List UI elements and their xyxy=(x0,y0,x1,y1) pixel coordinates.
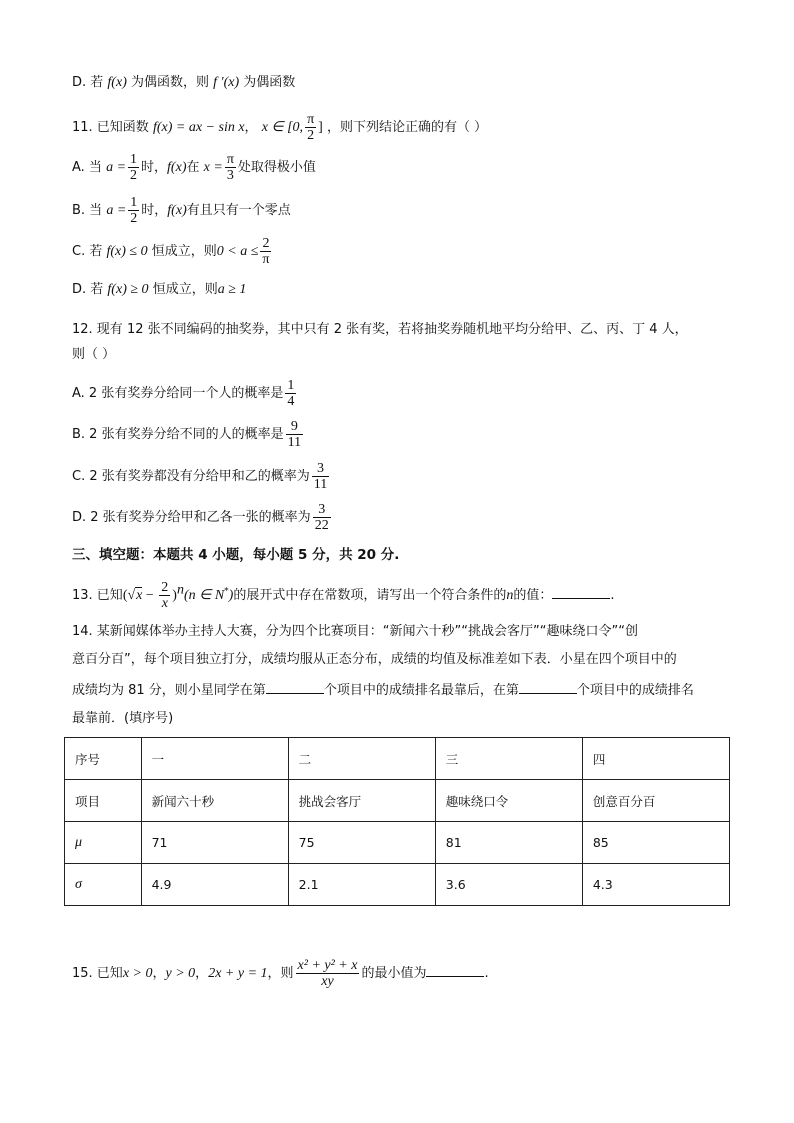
q14-line1: 14. 某新闻媒体举办主持人大赛，分为四个比赛项目：“新闻六十秒”“挑战会客厅”“趣味绕口令”“创 xyxy=(72,624,638,639)
answer-blank[interactable] xyxy=(426,964,484,977)
q12-option-a: A. 2 张有奖券分给同一个人的概率是 $\frac{1}{4}$ xyxy=(72,378,295,409)
table-row xyxy=(65,822,730,864)
table-cell: 挑战会客厅 xyxy=(288,780,435,822)
q14-score-table xyxy=(64,737,730,906)
q12-stem-line1: 12. 现有 12 张不同编码的抽奖券，其中只有 2 张有奖，若将抽奖券随机地平均分给甲、乙、丙、丁 4 人， xyxy=(72,322,688,337)
table-cell: 75 xyxy=(288,822,435,864)
table-cell: 项目 xyxy=(65,780,142,822)
table-cell: 趣味绕口令 xyxy=(435,780,582,822)
table-cell: 新闻六十秒 xyxy=(141,780,288,822)
table-cell: 2.1 xyxy=(288,864,435,906)
table-cell: 一 xyxy=(141,738,288,780)
q15: 15. 已知x > 0，y > 0，2x + y = 1，则 $\frac{\text{x² + y² + x}}{xy}$ 的最小值为 . xyxy=(72,958,489,989)
fraction: $\frac{\text{x² + y² + x}}{xy}$ xyxy=(297,958,358,989)
q10-option-d: D. 若 f(x) 为偶函数，则 f ′(x) 为偶函数 xyxy=(72,75,296,90)
table-cell: 71 xyxy=(141,822,288,864)
q11-option-b: B. 当 a = $\frac{1}{2}$ 时，f(x)有且只有一个零点 xyxy=(72,195,291,226)
table-cell: 4.3 xyxy=(582,864,729,906)
table-cell: 81 xyxy=(435,822,582,864)
table-cell: μ xyxy=(65,822,142,864)
answer-blank[interactable] xyxy=(519,681,577,694)
table-cell: 二 xyxy=(288,738,435,780)
fraction: $\frac{1}{2}$ xyxy=(130,152,138,183)
table-cell: 3.6 xyxy=(435,864,582,906)
table-cell: 4.9 xyxy=(141,864,288,906)
table-cell: 序号 xyxy=(65,738,142,780)
q11-option-a: A. 当 a = $\frac{1}{2}$ 时，f(x)在 x = $\frac{\pi}{3}$ 处取得极小值 xyxy=(72,152,316,183)
table-row xyxy=(65,864,730,906)
table-cell: 创意百分百 xyxy=(582,780,729,822)
table-row xyxy=(65,738,730,780)
fraction: $\frac{2}{\pi}$ xyxy=(262,236,270,267)
fraction: $\frac{\pi}{3}$ xyxy=(226,152,234,183)
table-cell: 四 xyxy=(582,738,729,780)
answer-blank[interactable] xyxy=(266,681,324,694)
q14-line4: 最靠前．(填序号) xyxy=(72,711,174,726)
q11-option-d: D. 若 f(x) ≥ 0 恒成立，则a ≥ 1 xyxy=(72,282,247,297)
table-cell: 三 xyxy=(435,738,582,780)
q12-option-d: D. 2 张有奖券分给甲和乙各一张的概率为 $\frac{3}{22}$ xyxy=(72,502,329,533)
q12-option-b: B. 2 张有奖券分给不同的人的概率是 $\frac{9}{11}$ xyxy=(72,419,302,450)
q11-option-c: C. 若 f(x) ≤ 0 恒成立，则0 < a ≤ $\frac{2}{\pi}$ xyxy=(72,236,270,267)
fraction: $\frac{2}{x}$ xyxy=(161,580,169,611)
q14-line2: 意百分百”，每个项目独立打分，成绩均服从正态分布，成绩的均值及标准差如下表．小星在四个项目中的 xyxy=(72,652,677,667)
table-cell: σ xyxy=(65,864,142,906)
section-heading-fill-in: 三、填空题：本题共 4 小题，每小题 5 分，共 20 分. xyxy=(72,547,400,563)
fraction: $\frac{9}{11}$ xyxy=(287,419,302,450)
q14-line3: 成绩均为 81 分，则小星同学在第 个项目中的成绩排名最靠后，在第 个项目中的成绩排名 xyxy=(72,683,694,698)
fraction: $\frac{3}{22}$ xyxy=(314,502,329,533)
answer-blank[interactable] xyxy=(552,586,610,599)
fraction: $\frac{1}{4}$ xyxy=(287,378,295,409)
q13: 13. 已知(√x − $\frac{2}{x}$ )$^n$(n ∈ N*)的展开式中存在常数项，请写出一个符合条件的n的值： . xyxy=(72,580,615,611)
fraction: $\frac{1}{2}$ xyxy=(130,195,138,226)
q11-stem: 11. 已知函数 f(x) = ax − sin x， x ∈ [0, $\frac{\pi}{2}$ ] ，则下列结论正确的有（ ） xyxy=(72,112,488,143)
table-row xyxy=(65,780,730,822)
q12-option-c: C. 2 张有奖券都没有分给甲和乙的概率为 $\frac{3}{11}$ xyxy=(72,461,328,492)
fraction: $\frac{\pi}{2}$ xyxy=(307,112,315,143)
fraction: $\frac{3}{11}$ xyxy=(313,461,328,492)
table-cell: 85 xyxy=(582,822,729,864)
q12-stem-line2: 则（ ） xyxy=(72,347,116,362)
